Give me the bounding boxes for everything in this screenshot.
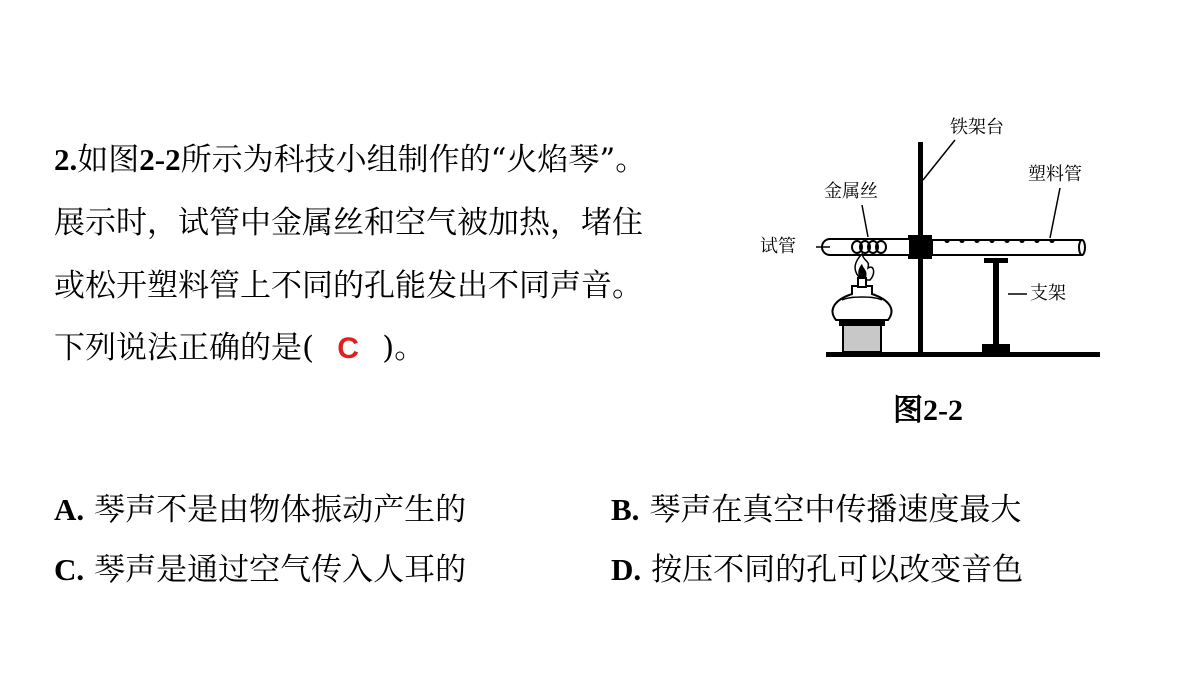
- label-test-tube: 试管: [760, 236, 796, 257]
- figure-reference: 2-2: [139, 142, 181, 177]
- option-c[interactable]: [54, 550, 466, 590]
- option-a[interactable]: [54, 490, 466, 530]
- label-iron-stand: 铁架台: [950, 117, 1004, 138]
- label-plastic-tube: 塑料管: [1028, 164, 1082, 185]
- figure-2-2: [750, 110, 1110, 370]
- question-line-1: [54, 140, 646, 180]
- option-letter: C.: [54, 552, 85, 587]
- question-number: 2.: [54, 142, 78, 177]
- option-letter: B.: [611, 492, 640, 527]
- question-text: 下列说法正确的是(: [54, 330, 315, 366]
- label-metal-wire: 金属丝: [824, 181, 878, 202]
- option-text: 按压不同的孔可以改变音色: [651, 552, 1024, 588]
- answer-mark: C: [337, 332, 359, 365]
- option-b[interactable]: [611, 490, 1021, 530]
- option-d[interactable]: [611, 550, 1023, 590]
- figure-caption: [893, 393, 963, 429]
- flame: [855, 254, 874, 280]
- question-line-3: 或松开塑料管上不同的孔能发出不同声音。: [54, 268, 643, 304]
- option-letter: A.: [54, 492, 85, 527]
- leader-lines: [816, 140, 1060, 294]
- option-letter: D.: [611, 552, 642, 587]
- alcohol-lamp: [833, 278, 892, 352]
- caption-text: 图: [893, 393, 923, 428]
- option-text: 琴声不是由物体振动产生的: [94, 492, 467, 528]
- option-text: 琴声在真空中传播速度最大: [649, 492, 1022, 528]
- support-stand: [982, 258, 1010, 353]
- question-line-4: [54, 328, 425, 369]
- label-support: 支架: [1030, 283, 1066, 304]
- option-text: 琴声是通过空气传入人耳的: [94, 552, 467, 588]
- question-text: 所示为科技小组制作的“火焰琴”。: [180, 142, 647, 178]
- question-text: 如图: [77, 142, 140, 178]
- question-line-2: 展示时，试管中金属丝和空气被加热，堵住: [54, 205, 643, 241]
- apparatus-diagram: [750, 110, 1110, 370]
- question-text: )。: [382, 330, 426, 366]
- clamp: [908, 235, 932, 259]
- caption-number: 2-2: [923, 394, 963, 427]
